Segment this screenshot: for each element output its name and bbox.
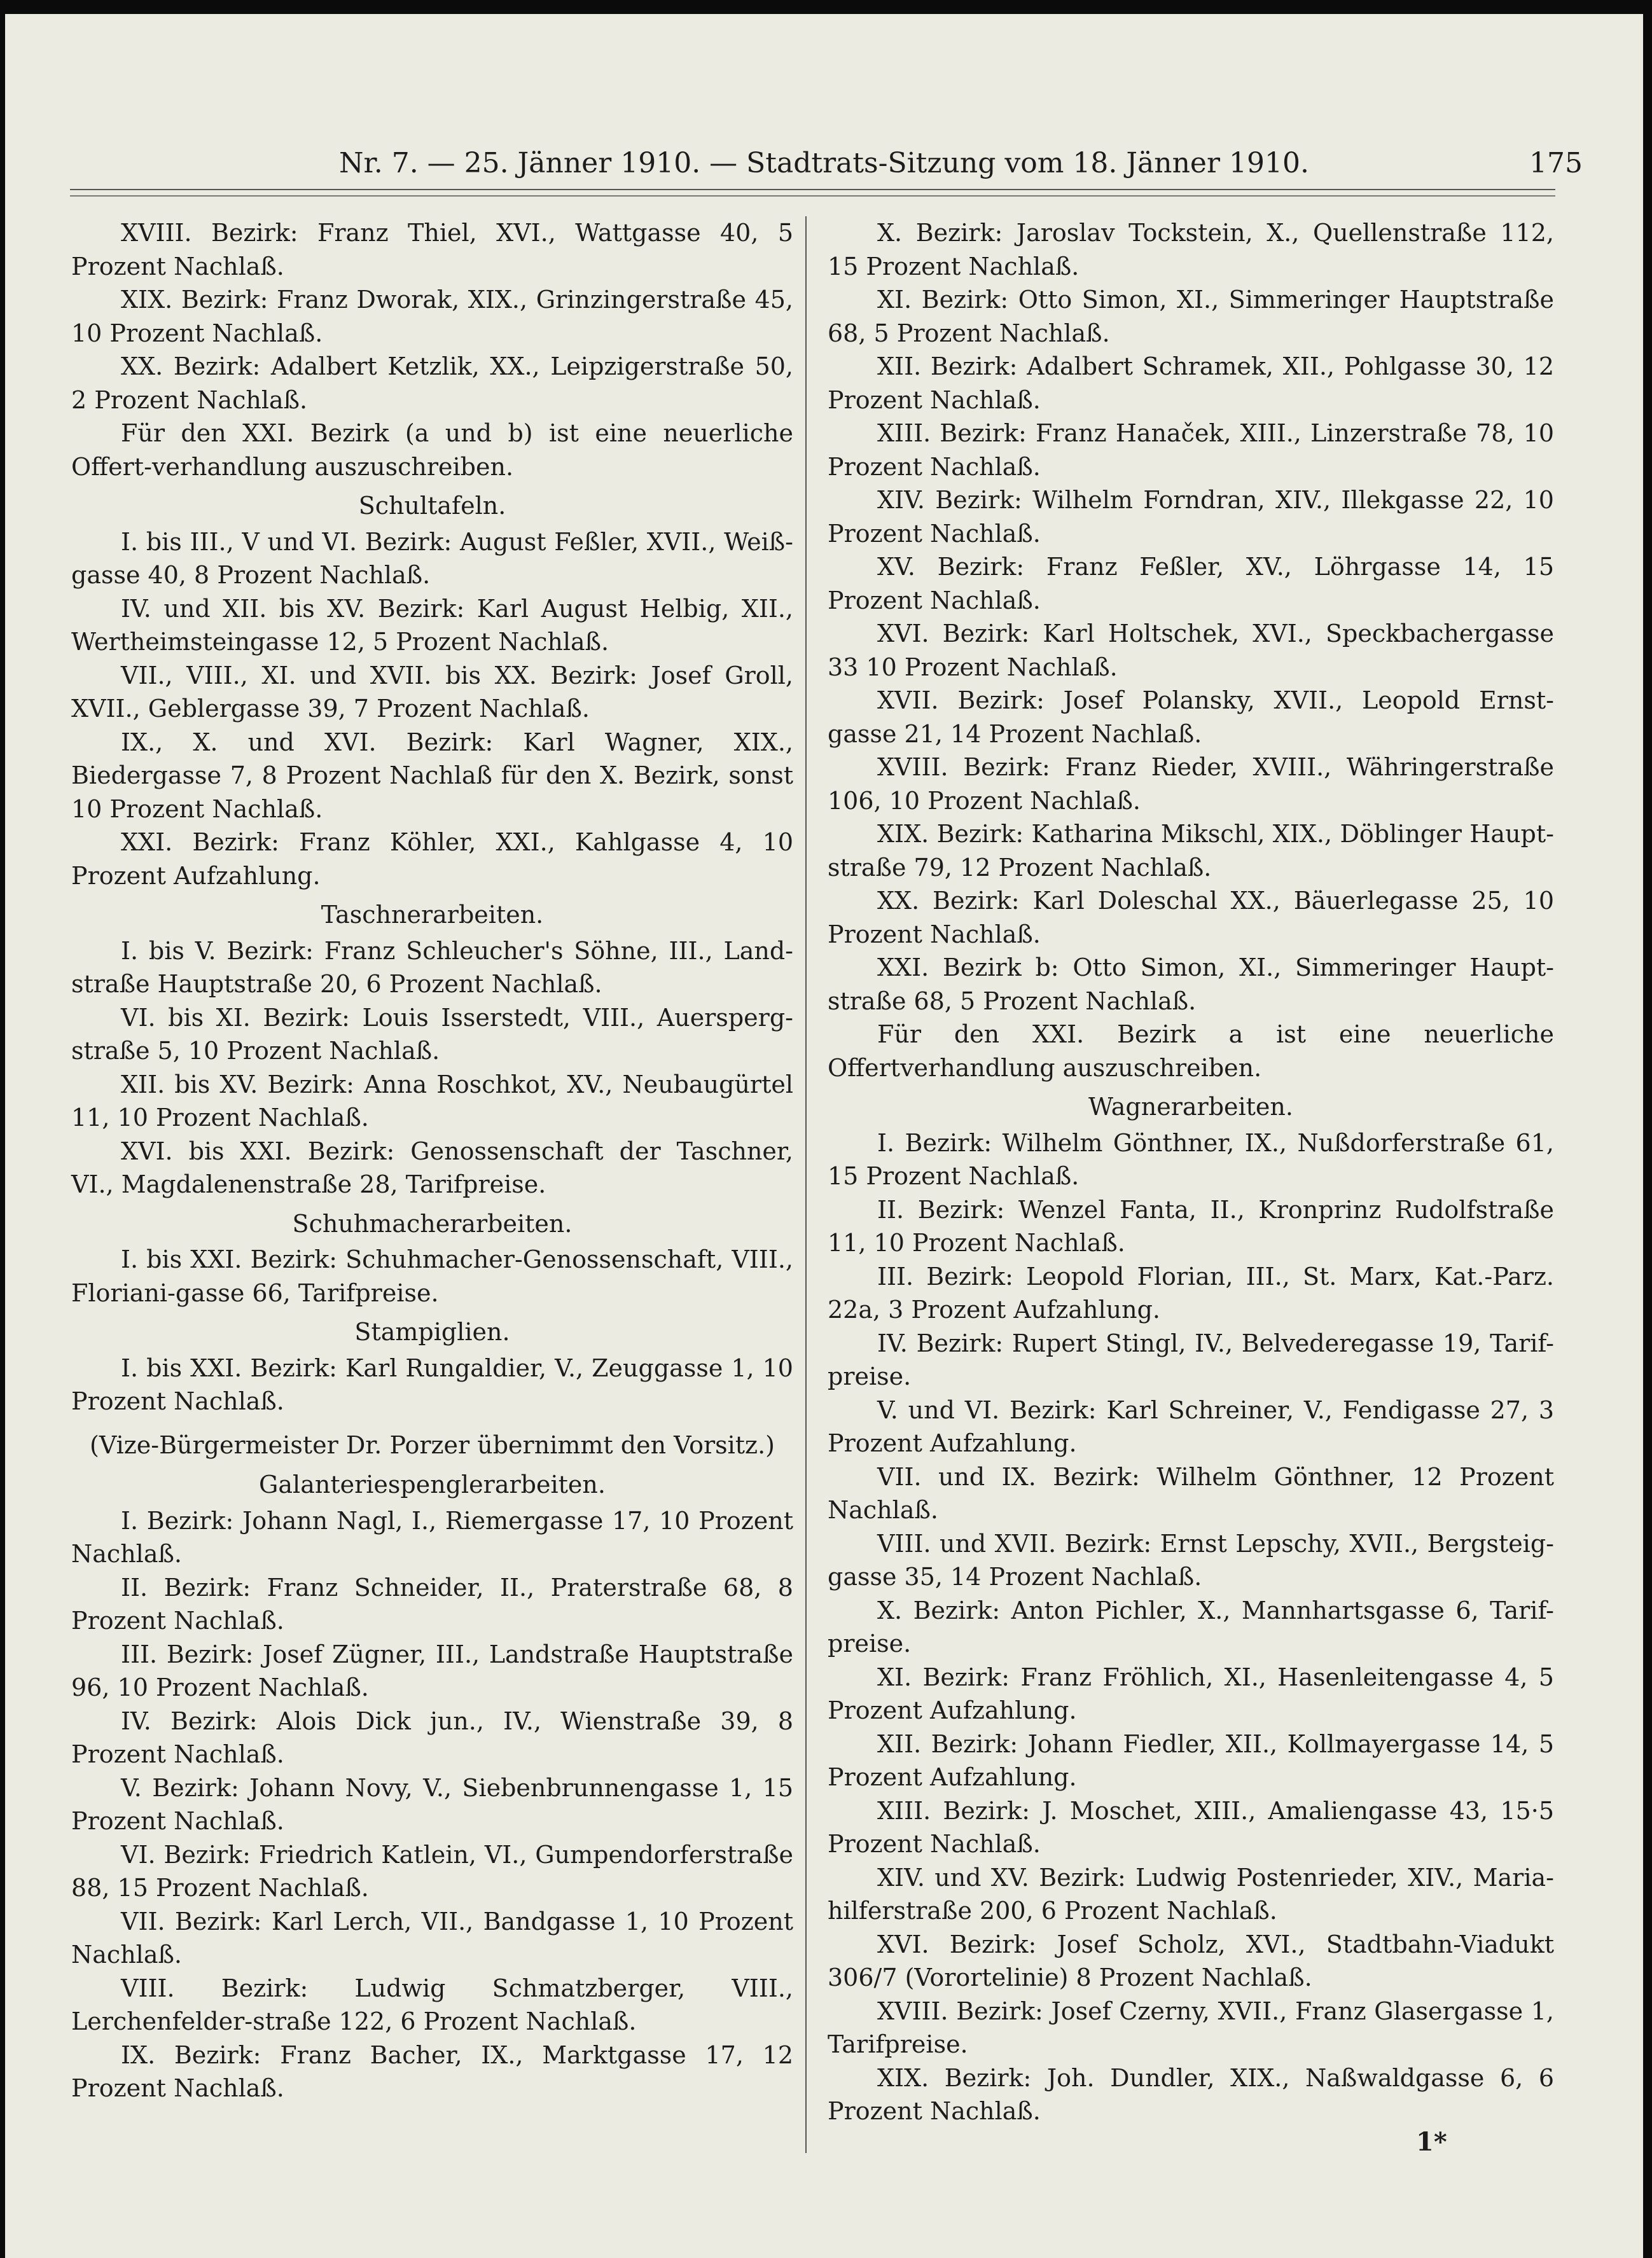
paragraph: III. Bezirk: Leopold Florian, III., St. Marx, Kat.-Parz. 22a, 3 Prozent Aufzahlung. (828, 1262, 1554, 1324)
header-title: Nr. 7. — 25. Jänner 1910. — Stadtrats-Sitzung vom 18. Jänner 1910. (339, 147, 1309, 179)
paragraph: XII. Bezirk: Adalbert Schramek, XII., Pohlgasse 30, 12 Prozent Nachlaß. (828, 352, 1554, 414)
paragraph: III. Bezirk: Josef Zügner, III., Landstraße Hauptstraße 96, 10 Prozent Nachlaß. (71, 1640, 793, 1701)
paragraph: Für den XXI. Bezirk (a und b) ist eine neuerliche Offert-verhandlung auszuschreiben. (71, 419, 793, 481)
paragraph: XIX. Bezirk: Franz Dworak, XIX., Grinzingerstraße 45, 10 Prozent Nachlaß. (71, 286, 793, 347)
paragraph: II. Bezirk: Franz Schneider, II., Praterstraße 68, 8 Prozent Nachlaß. (71, 1573, 793, 1635)
paragraph: XIX. Bezirk: Katharina Mikschl, XIX., Döblinger Haupt-straße 79, 12 Prozent Nachlaß. (828, 820, 1554, 882)
page-header (5, 144, 1643, 183)
paragraph: X. Bezirk: Anton Pichler, X., Mannhartsgasse 6, Tarif-preise. (828, 1596, 1554, 1658)
paragraph: XIV. Bezirk: Wilhelm Forndran, XIV., Illekgasse 22, 10 Prozent Nachlaß. (828, 486, 1554, 548)
paragraph: IV. Bezirk: Alois Dick jun., IV., Wienstraße 39, 8 Prozent Nachlaß. (71, 1707, 793, 1768)
paragraph: XVI. bis XXI. Bezirk: Genossenschaft der Taschner, VI., Magdalenenstraße 28, Tarifpreise. (71, 1137, 793, 1198)
paragraph: VII. und IX. Bezirk: Wilhelm Gönthner, 12 Prozent Nachlaß. (828, 1462, 1554, 1524)
paragraph: V. und VI. Bezirk: Karl Schreiner, V., Fendigasse 27, 3 Prozent Aufzahlung. (828, 1396, 1554, 1457)
section-heading: Wagnerarbeiten. (1088, 1093, 1293, 1121)
signature-mark: 1* (1416, 2127, 1447, 2157)
chair-note: (Vize-Bürgermeister Dr. Porzer übernimmt den Vorsitz.) (90, 1430, 775, 1459)
paragraph: V. Bezirk: Johann Novy, V., Siebenbrunnengasse 1, 15 Prozent Nachlaß. (71, 1773, 793, 1835)
paragraph: XVI. Bezirk: Karl Holtschek, XVI., Speckbachergasse 33 10 Prozent Nachlaß. (828, 620, 1554, 681)
paragraph: XIX. Bezirk: Joh. Dundler, XIX., Naßwaldgasse 6, 6 Prozent Nachlaß. (828, 2063, 1554, 2125)
section-heading: Schuhmacherarbeiten. (292, 1209, 573, 1238)
paragraph: I. bis V. Bezirk: Franz Schleucher's Söhne, III., Land-straße Hauptstraße 20, 6 Prozent Nachlaß. (71, 936, 793, 998)
paragraph: I. bis XXI. Bezirk: Schuhmacher-Genossenschaft, VIII., Floriani-gasse 66, Tarifpreise. (71, 1245, 793, 1307)
paragraph: IV. und XII. bis XV. Bezirk: Karl August Helbig, XII., Wertheimsteingasse 12, 5 Prozent Nachlaß. (71, 594, 793, 656)
right-column (828, 216, 1554, 2128)
paragraph: XVIII. Bezirk: Franz Rieder, XVIII., Währingerstraße 106, 10 Prozent Nachlaß. (828, 753, 1554, 815)
paragraph: I. Bezirk: Wilhelm Gönthner, IX., Nußdorferstraße 61, 15 Prozent Nachlaß. (828, 1128, 1554, 1190)
column-divider (805, 216, 807, 2153)
paragraph: I. Bezirk: Johann Nagl, I., Riemergasse 17, 10 Prozent Nachlaß. (71, 1506, 793, 1568)
paragraph: IX., X. und XVI. Bezirk: Karl Wagner, XIX., Biedergasse 7, 8 Prozent Nachlaß für den X. Bezirk, sonst 10 Prozent Nachlaß. (71, 728, 793, 823)
paragraph: VI. Bezirk: Friedrich Katlein, VI., Gumpendorferstraße 88, 15 Prozent Nachlaß. (71, 1840, 793, 1902)
paragraph: VII., VIII., XI. und XVII. bis XX. Bezirk: Josef Groll, XVII., Geblergasse 39, 7 Prozent Nachlaß. (71, 661, 793, 723)
section-heading: Galanteriespenglerarbeiten. (259, 1471, 606, 1499)
paragraph: I. bis III., V und VI. Bezirk: August Feßler, XVII., Weiß-gasse 40, 8 Prozent Nachlaß. (71, 527, 793, 589)
paragraph: XII. Bezirk: Johann Fiedler, XII., Kollmayergasse 14, 5 Prozent Aufzahlung. (828, 1729, 1554, 1791)
paragraph: XXI. Bezirk: Franz Köhler, XXI., Kahlgasse 4, 10 Prozent Aufzahlung. (71, 828, 793, 890)
paragraph: I. bis XXI. Bezirk: Karl Rungaldier, V., Zeuggasse 1, 10 Prozent Nachlaß. (71, 1354, 793, 1415)
paragraph: VI. bis XI. Bezirk: Louis Isserstedt, VIII., Auersperg-straße 5, 10 Prozent Nachlaß. (71, 1003, 793, 1065)
header-rule (70, 189, 1555, 197)
section-heading: Stampiglien. (354, 1318, 510, 1346)
paragraph: VIII. und XVII. Bezirk: Ernst Lepschy, XVII., Bergsteig-gasse 35, 14 Prozent Nachlaß. (828, 1529, 1554, 1591)
paragraph: IV. Bezirk: Rupert Stingl, IV., Belvederegasse 19, Tarif-preise. (828, 1329, 1554, 1390)
paragraph: XX. Bezirk: Adalbert Ketzlik, XX., Leipzigerstraße 50, 2 Prozent Nachlaß. (71, 352, 793, 414)
document-page (5, 14, 1643, 2258)
paragraph: VIII. Bezirk: Ludwig Schmatzberger, VIII., Lerchenfelder-straße 122, 6 Prozent Nachlaß. (71, 1974, 793, 2035)
section-heading: Taschnerarbeiten. (321, 901, 544, 929)
paragraph: XIII. Bezirk: Franz Hanaček, XIII., Linzerstraße 78, 10 Prozent Nachlaß. (828, 419, 1554, 481)
paragraph: XIII. Bezirk: J. Moschet, XIII., Amaliengasse 43, 15·5 Prozent Nachlaß. (828, 1796, 1554, 1858)
paragraph: II. Bezirk: Wenzel Fanta, II., Kronprinz Rudolfstraße 11, 10 Prozent Nachlaß. (828, 1195, 1554, 1257)
paragraph: XIV. und XV. Bezirk: Ludwig Postenrieder, XIV., Maria-hilferstraße 200, 6 Prozent Nachlaß. (828, 1863, 1554, 1925)
paragraph: XVIII. Bezirk: Franz Thiel, XVI., Wattgasse 40, 5 Prozent Nachlaß. (71, 219, 793, 281)
page-number: 175 (1529, 147, 1583, 179)
paragraph: X. Bezirk: Jaroslav Tockstein, X., Quellenstraße 112, 15 Prozent Nachlaß. (828, 219, 1554, 281)
paragraph: XV. Bezirk: Franz Feßler, XV., Löhrgasse 14, 15 Prozent Nachlaß. (828, 553, 1554, 614)
paragraph: XXI. Bezirk b: Otto Simon, XI., Simmeringer Haupt-straße 68, 5 Prozent Nachlaß. (828, 953, 1554, 1015)
paragraph: IX. Bezirk: Franz Bacher, IX., Marktgasse 17, 12 Prozent Nachlaß. (71, 2040, 793, 2102)
paragraph: XVIII. Bezirk: Josef Czerny, XVII., Franz Glasergasse 1, Tarifpreise. (828, 1997, 1554, 2058)
paragraph: Für den XXI. Bezirk a ist eine neuerliche Offertverhandlung auszuschreiben. (828, 1020, 1554, 1082)
paragraph: XI. Bezirk: Otto Simon, XI., Simmeringer Hauptstraße 68, 5 Prozent Nachlaß. (828, 286, 1554, 347)
paragraph: XVII. Bezirk: Josef Polansky, XVII., Leopold Ernst-gasse 21, 14 Prozent Nachlaß. (828, 686, 1554, 748)
paragraph: XI. Bezirk: Franz Fröhlich, XI., Hasenleitengasse 4, 5 Prozent Aufzahlung. (828, 1663, 1554, 1724)
paragraph: XVI. Bezirk: Josef Scholz, XVI., Stadtbahn-Viadukt 306/7 (Vorortelinie) 8 Prozent Nachlaß. (828, 1930, 1554, 1991)
left-column (71, 216, 793, 2105)
paragraph: XII. bis XV. Bezirk: Anna Roschkot, XV., Neubaugürtel 11, 10 Prozent Nachlaß. (71, 1070, 793, 1132)
section-heading: Schultafeln. (358, 492, 506, 520)
paragraph: VII. Bezirk: Karl Lerch, VII., Bandgasse 1, 10 Prozent Nachlaß. (71, 1907, 793, 1969)
paragraph: XX. Bezirk: Karl Doleschal XX., Bäuerlegasse 25, 10 Prozent Nachlaß. (828, 887, 1554, 948)
